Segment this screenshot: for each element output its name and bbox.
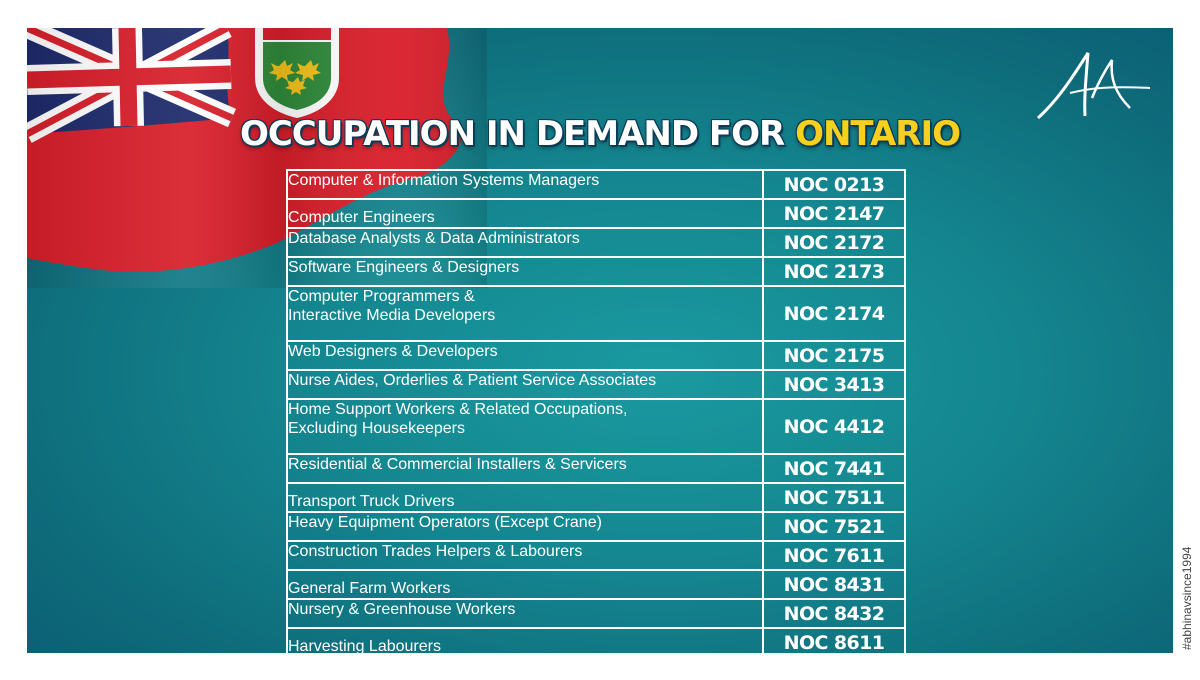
table-row: [287, 570, 905, 599]
occupation-cell: Database Analysts & Data Administrators: [287, 228, 763, 257]
occupation-line: Excluding Housekeepers: [288, 420, 465, 437]
occupation-line: Computer Programmers &: [288, 288, 475, 305]
table-row: [287, 541, 905, 570]
table-row: [287, 599, 905, 628]
noc-code-cell: NOC 7441: [763, 454, 905, 483]
occupation-cell: Web Designers & Developers: [287, 341, 763, 370]
table-row: [287, 628, 905, 653]
occupation-cell: [287, 286, 763, 341]
table-row: [287, 483, 905, 512]
noc-code-cell: NOC 3413: [763, 370, 905, 399]
table-row: [287, 341, 905, 370]
occupation-table: [286, 169, 906, 653]
occupation-cell: Software Engineers & Designers: [287, 257, 763, 286]
occupation-cell: Residential & Commercial Installers & Servicers: [287, 454, 763, 483]
occupation-line: Interactive Media Developers: [288, 307, 496, 324]
table-row: [287, 454, 905, 483]
table-row: [287, 257, 905, 286]
occupation-cell: Nurse Aides, Orderlies & Patient Service Associates: [287, 370, 763, 399]
table-row: [287, 170, 905, 199]
table-row: [287, 286, 905, 341]
table-row: [287, 228, 905, 257]
title-highlight: ONTARIO: [795, 114, 961, 154]
occupation-cell: [287, 399, 763, 454]
title-main: OCCUPATION IN DEMAND FOR: [239, 114, 796, 154]
noc-code-cell: NOC 4412: [763, 399, 905, 454]
noc-code-cell: NOC 2174: [763, 286, 905, 341]
banner: [27, 28, 1173, 653]
table-row: [287, 512, 905, 541]
occupation-cell: Heavy Equipment Operators (Except Crane): [287, 512, 763, 541]
watermark-hashtag: #abhinavsince1994: [1180, 546, 1194, 650]
occupation-cell: Nursery & Greenhouse Workers: [287, 599, 763, 628]
occupation-cell: Computer & Information Systems Managers: [287, 170, 763, 199]
occupation-cell: Harvesting Labourers: [287, 628, 763, 653]
noc-code-cell: NOC 2175: [763, 341, 905, 370]
noc-code-cell: NOC 8432: [763, 599, 905, 628]
noc-code-cell: NOC 2173: [763, 257, 905, 286]
noc-code-cell: NOC 8611: [763, 628, 905, 653]
occupation-line: Home Support Workers & Related Occupations,: [288, 401, 628, 418]
noc-code-cell: NOC 7511: [763, 483, 905, 512]
occupation-cell: Transport Truck Drivers: [287, 483, 763, 512]
noc-code-cell: NOC 7611: [763, 541, 905, 570]
page-title: [27, 114, 1173, 154]
noc-code-cell: NOC 2147: [763, 199, 905, 228]
table-row: [287, 399, 905, 454]
occupation-cell: Construction Trades Helpers & Labourers: [287, 541, 763, 570]
table-row: [287, 370, 905, 399]
noc-code-cell: NOC 0213: [763, 170, 905, 199]
noc-code-cell: NOC 7521: [763, 512, 905, 541]
table-row: [287, 199, 905, 228]
noc-code-cell: NOC 2172: [763, 228, 905, 257]
occupation-cell: General Farm Workers: [287, 570, 763, 599]
occupation-cell: Computer Engineers: [287, 199, 763, 228]
noc-code-cell: NOC 8431: [763, 570, 905, 599]
